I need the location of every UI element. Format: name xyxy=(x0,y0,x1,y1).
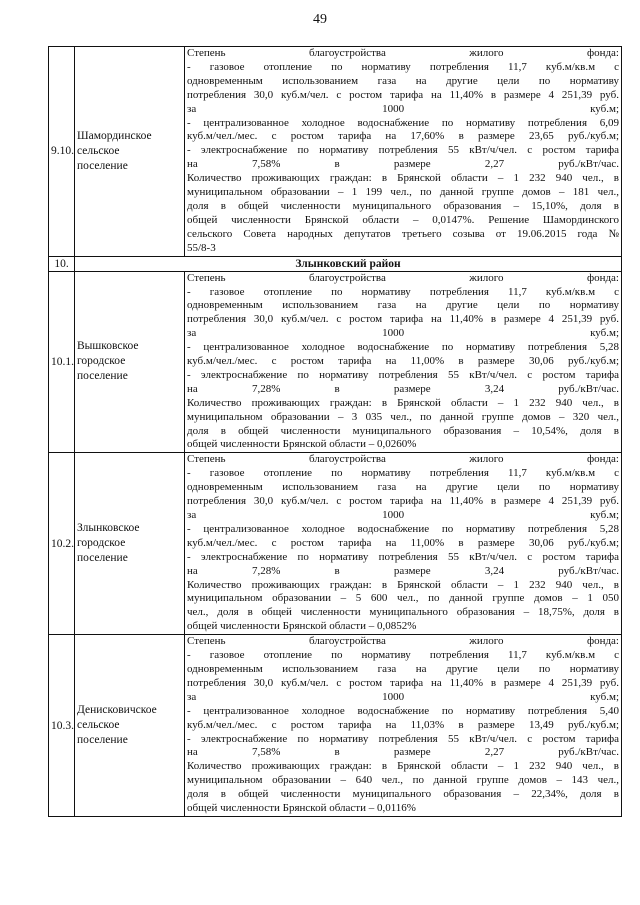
settlement-name xyxy=(75,47,185,257)
description-line: на 7,28% в размере 3,24 руб./кВт/час. xyxy=(187,564,619,577)
description-line: чел., доля в общей численности муниципального образования – 18,75%, доля в xyxy=(187,606,619,619)
settlement-name-line: поселение xyxy=(77,370,128,383)
description-line: муниципальном образовании – 5 600 чел., по данной группе домов – 1 050 xyxy=(187,592,619,605)
description-line: - централизованное холодное водоснабжение по нормативу потребления 5,28 xyxy=(187,341,619,354)
description-line: доля в общей численности муниципального образования – 15,10%, доля в xyxy=(187,199,619,212)
description-line: - электроснабжение по нормативу потребления 55 кВт/ч/чел. с ростом тарифа xyxy=(187,144,619,157)
description-line: Степень благоустройства жилого фонда: xyxy=(187,635,619,648)
district-number: 10. xyxy=(49,256,75,271)
description-line: за 1000 куб.м; xyxy=(187,509,619,521)
settlement-description xyxy=(185,47,622,257)
description-line: - электроснабжение по нормативу потребления 55 кВт/ч/чел. с ростом тарифа xyxy=(187,368,619,381)
description-line: Количество проживающих граждан: в Брянской области – 1 232 940 чел., в xyxy=(187,396,619,409)
description-line: одновременным использованием газа на другие цели по нормативу xyxy=(187,74,619,87)
settlement-name-line: городское xyxy=(77,355,126,368)
description-line: потребления 30,0 куб.м/чел. с ростом тарифа на 11,40% в размере 4 251,39 руб. xyxy=(187,88,619,101)
settlement-name xyxy=(75,635,185,817)
description-line: - централизованное холодное водоснабжение по нормативу потребления 5,28 xyxy=(187,522,619,535)
description-line: - газовое отопление по нормативу потребления 11,7 куб.м/кв.м с xyxy=(187,649,619,662)
settlement-name xyxy=(75,453,185,635)
description-line: - электроснабжение по нормативу потребления 55 кВт/ч/чел. с ростом тарифа xyxy=(187,732,619,745)
description-line: Степень благоустройства жилого фонда: xyxy=(187,453,619,466)
settlement-name-line: сельское xyxy=(77,144,120,157)
description-line: доля в общей численности муниципального образования – 22,34%, доля в xyxy=(187,788,619,801)
settlement-name-line: поселение xyxy=(77,159,128,172)
tariff-table xyxy=(48,46,622,817)
description-line: доля в общей численности муниципального образования – 10,54%, доля в xyxy=(187,424,619,437)
settlement-name-line: Шамординское xyxy=(77,129,152,142)
settlement-row xyxy=(49,271,622,453)
description-line: куб.м/чел./мес. с ростом тарифа на 11,00% в размере 30,06 руб./куб.м; xyxy=(187,355,619,368)
description-line: потребления 30,0 куб.м/чел. с ростом тарифа на 11,40% в размере 4 251,39 руб. xyxy=(187,676,619,689)
description-line: Степень благоустройства жилого фонда: xyxy=(187,47,619,59)
description-line: одновременным использованием газа на другие цели по нормативу xyxy=(187,481,619,494)
description-line: - газовое отопление по нормативу потребления 11,7 куб.м/кв.м с xyxy=(187,285,619,298)
settlement-name-line: поселение xyxy=(77,734,128,747)
description-line: на 7,28% в размере 3,24 руб./кВт/час. xyxy=(187,382,619,395)
description-line: общей численности Брянской области – 0,0260% xyxy=(187,438,417,451)
settlement-row xyxy=(49,453,622,635)
settlement-description xyxy=(185,453,622,635)
description-line: на 7,58% в размере 2,27 руб./кВт/час. xyxy=(187,158,619,171)
settlement-row xyxy=(49,47,622,257)
settlement-name-line: городское xyxy=(77,537,126,550)
description-line: Степень благоустройства жилого фонда: xyxy=(187,271,619,284)
settlement-row xyxy=(49,635,622,817)
description-line: 55/8-3 xyxy=(187,241,216,254)
settlement-name-line: Денисковичское xyxy=(77,704,157,717)
description-line: куб.м/чел./мес. с ростом тарифа на 11,00% в размере 30,06 руб./куб.м; xyxy=(187,536,619,549)
table-body xyxy=(49,47,622,817)
description-line: потребления 30,0 куб.м/чел. с ростом тарифа на 11,40% в размере 4 251,39 руб. xyxy=(187,313,619,326)
description-line: общей численности Брянской области – 0,0116% xyxy=(187,802,416,815)
district-row xyxy=(49,256,622,271)
description-line: сельского Совета народных депутатов третьего созыва от 19.06.2015 года № xyxy=(187,227,619,240)
settlement-name-line: Вышковское xyxy=(77,340,139,353)
page-number: 49 xyxy=(313,12,327,27)
settlement-name-line: поселение xyxy=(77,552,128,565)
settlement-name-line: Злынковское xyxy=(77,522,140,535)
description-line: за 1000 куб.м; xyxy=(187,102,619,115)
description-line: за 1000 куб.м; xyxy=(187,690,619,703)
row-number: 10.1. xyxy=(49,271,75,453)
description-line: куб.м/чел./мес. с ростом тарифа на 17,60% в размере 23,65 руб./куб.м; xyxy=(187,130,619,143)
settlement-name-line: сельское xyxy=(77,719,120,732)
description-line: общей численности Брянской области – 0,0852% xyxy=(187,620,417,633)
description-line: куб.м/чел./мес. с ростом тарифа на 11,03% в размере 13,49 руб./куб.м; xyxy=(187,718,619,731)
description-line: одновременным использованием газа на другие цели по нормативу xyxy=(187,299,619,312)
row-number: 10.2. xyxy=(49,453,75,635)
description-line: Количество проживающих граждан: в Брянской области – 1 232 940 чел., в xyxy=(187,578,619,591)
description-line: на 7,58% в размере 2,27 руб./кВт/час. xyxy=(187,746,619,759)
description-line: Количество проживающих граждан: в Брянской области – 1 232 940 чел., в xyxy=(187,760,619,773)
description-line: - электроснабжение по нормативу потребления 55 кВт/ч/чел. с ростом тарифа xyxy=(187,550,619,563)
description-line: - централизованное холодное водоснабжение по нормативу потребления 5,40 xyxy=(187,704,619,717)
district-title: Злынковский район xyxy=(75,256,622,271)
description-line: муниципальном образовании – 3 035 чел., по данной группе домов – 320 чел., xyxy=(187,410,619,423)
settlement-description xyxy=(185,635,622,817)
description-line: потребления 30,0 куб.м/чел. с ростом тарифа на 11,40% в размере 4 251,39 руб. xyxy=(187,495,619,508)
description-line: - централизованное холодное водоснабжение по нормативу потребления 6,09 xyxy=(187,116,619,129)
row-number: 10.3. xyxy=(49,635,75,817)
description-line: за 1000 куб.м; xyxy=(187,327,619,340)
description-line: муниципальном образовании – 640 чел., по данной группе домов – 143 чел., xyxy=(187,774,619,787)
row-number: 9.10. xyxy=(49,47,75,257)
description-line: Количество проживающих граждан: в Брянской области – 1 232 940 чел., в xyxy=(187,172,619,185)
description-line: муниципальном образовании – 1 199 чел., по данной группе домов – 181 чел., xyxy=(187,186,619,199)
settlement-description xyxy=(185,271,622,453)
description-line: - газовое отопление по нормативу потребления 11,7 куб.м/кв.м с xyxy=(187,60,619,73)
description-line: - газовое отопление по нормативу потребления 11,7 куб.м/кв.м с xyxy=(187,467,619,480)
description-line: одновременным использованием газа на другие цели по нормативу xyxy=(187,662,619,675)
settlement-name xyxy=(75,271,185,453)
description-line: общей численности Брянской области – 0,0147%. Решение Шамординского xyxy=(187,213,619,226)
